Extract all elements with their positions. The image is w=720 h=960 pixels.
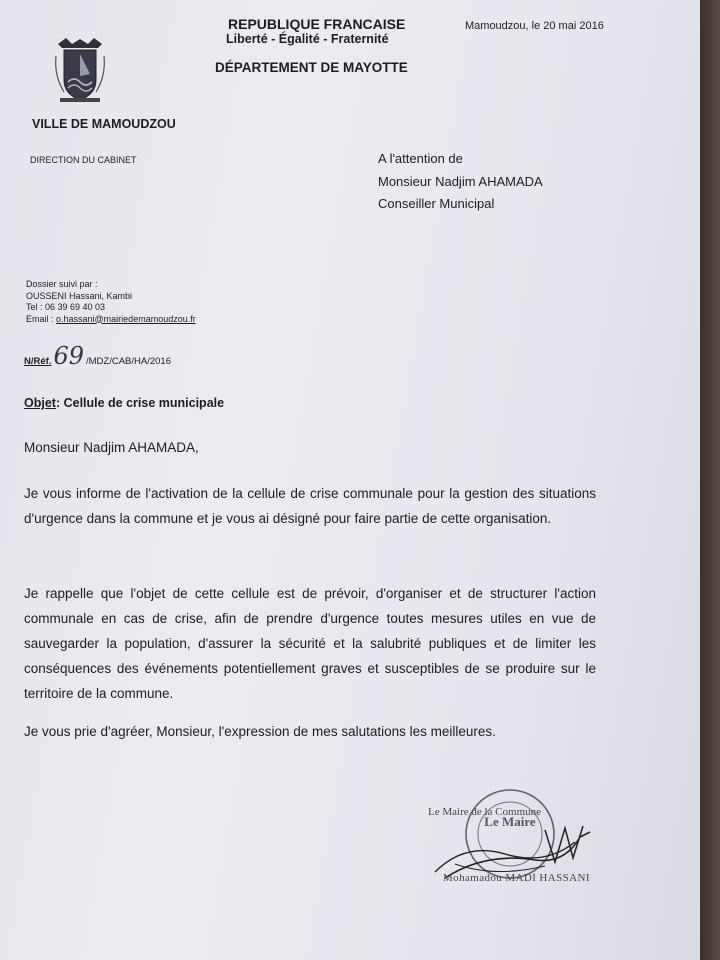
dossier-block — [26, 279, 196, 325]
body-paragraph-1: Je vous informe de l'activation de la cellule de crise communale pour la gestion des situations d'urgence dans la commune et je vous ai désigné pour faire partie de cette organisation. — [24, 486, 596, 526]
signatory-title: Le Maire de la Commune — [428, 806, 542, 818]
reference-label: N/Réf. — [24, 356, 52, 367]
dossier-person: OUSSENI Hassani, Kambi — [26, 290, 133, 301]
reference-number: 69 — [53, 342, 84, 370]
email-label: Email : — [26, 313, 57, 324]
salutation: Monsieur Nadjim AHAMADA, — [24, 440, 199, 455]
national-motto: Liberté - Égalité - Fraternité — [226, 32, 389, 46]
country-heading: REPUBLIQUE FRANCAISE — [228, 16, 406, 32]
attention-line: A l'attention de — [378, 151, 463, 166]
svg-text:Le Maire: Le Maire — [484, 814, 536, 829]
body-paragraph-2: Je rappelle que l'objet de cette cellule est de prévoir, d'organiser et de structurer l'action communale en cas de crise, afin de prendre d'urgence toutes mesures utiles en vue de sauvegarder la population, d'assurer la sécurité et la salubrité publiques et de limiter les conséquences des événements potentiellement graves et susceptibles de se produire sur le territoire de la commune. — [24, 586, 596, 701]
city-heading: VILLE DE MAMOUDZOU — [32, 117, 176, 131]
subject-text: : Cellule de crise municipale — [55, 396, 225, 410]
subject-label: Objet — [24, 396, 56, 410]
background-edge — [700, 0, 720, 960]
recipient-name: Monsieur Nadjim AHAMADA — [378, 173, 543, 189]
closing-formula: Je vous prie d'agréer, Monsieur, l'expression de mes salutations les meilleures. — [24, 724, 496, 739]
email-link[interactable]: o.hassani@mairiedemamoudzou.fr — [56, 313, 196, 324]
dossier-email-line — [26, 314, 196, 326]
signatory-name: Mohamadou MADI HASSANI — [443, 872, 590, 884]
recipient-block — [378, 148, 543, 216]
subject-line — [24, 396, 224, 410]
letter-date: Mamoudzou, le 20 mai 2016 — [465, 20, 604, 32]
dossier-phone: Tel : 06 39 69 40 03 — [26, 302, 106, 312]
reference-line — [24, 342, 171, 370]
department-heading: DÉPARTEMENT DE MAYOTTE — [215, 60, 408, 75]
recipient-role: Conseiller Municipal — [378, 196, 495, 211]
dossier-label: Dossier suivi par : — [26, 279, 98, 289]
coat-of-arms-emblem — [52, 36, 108, 104]
reference-suffix: /MDZ/CAB/HA/2016 — [86, 356, 171, 367]
direction-label: DIRECTION DU CABINET — [30, 155, 137, 165]
